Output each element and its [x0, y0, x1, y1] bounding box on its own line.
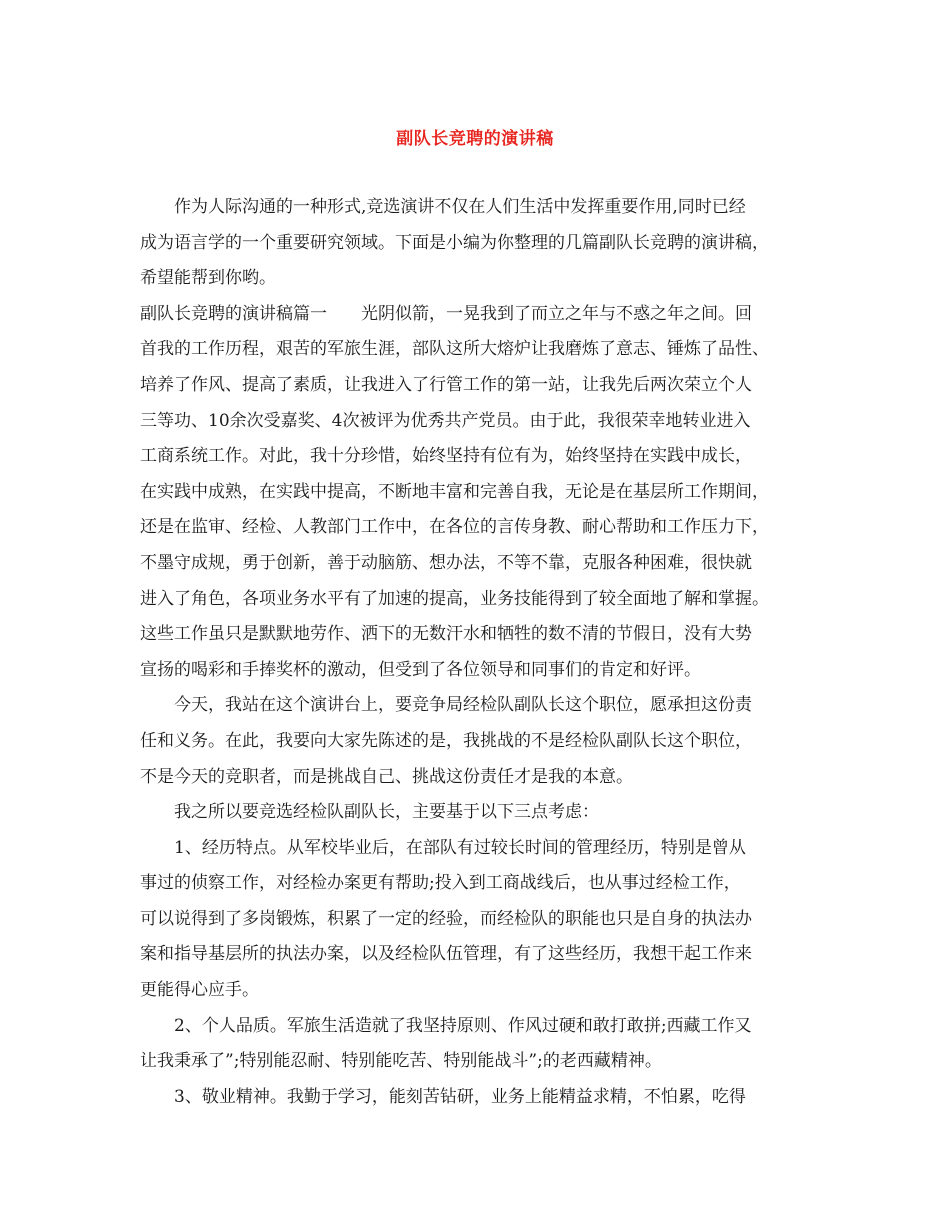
body-line: 不是今天的竞职者，而是挑战自己、挑战这份责任才是我的本意。: [140, 766, 633, 787]
body-line: 更能得心应手。: [140, 980, 259, 1001]
body-line: 可以说得到了多岗锻炼，积累了一定的经验，而经检队的职能也只是自身的执法办: [140, 908, 752, 929]
document-body: [140, 190, 825, 1115]
body-line: 三等功、10余次受嘉奖、4次被评为优秀共产党员。由于此，我很荣幸地转业进入: [140, 410, 751, 431]
body-line: 让我秉承了”;特别能忍耐、特别能吃苦、特别能战斗”;的老西藏精神。: [140, 1051, 662, 1072]
body-line: 培养了作风、提高了素质，让我进入了行管工作的第一站，让我先后两次荣立个人: [140, 374, 752, 395]
body-line: 工商系统工作。对此，我十分珍惜，始终坚持有位有为，始终坚持在实践中成长，: [140, 446, 752, 467]
body-line: 案和指导基层所的执法办案，以及经检队伍管理，有了这些经历，我想干起工作来: [140, 944, 752, 965]
body-line: 副队长竞聘的演讲稿篇一 光阴似箭，一晃我到了而立之年与不惑之年之间。回: [140, 303, 752, 324]
body-line: 3、敬业精神。我勤于学习，能刻苦钻研，业务上能精益求精，不怕累，吃得: [174, 1086, 746, 1107]
body-line: 还是在监审、经检、人教部门工作中，在各位的言传身教、耐心帮助和工作压力下，: [140, 517, 769, 538]
body-line: 2、个人品质。军旅生活造就了我坚持原则、作风过硬和敢打敢拼;西藏工作又: [174, 1015, 752, 1036]
body-line: 不墨守成规，勇于创新，善于动脑筋、想办法，不等不靠，克服各种困难，很快就: [140, 552, 752, 573]
body-line: 我之所以要竞选经检队副队长，主要基于以下三点考虑：: [174, 802, 599, 823]
body-line: 事过的侦察工作，对经检办案更有帮助;投入到工商战线后，也从事过经检工作，: [140, 873, 741, 894]
body-line: 今天，我站在这个演讲台上，要竞争局经检队副队长这个职位，愿承担这份责: [174, 695, 752, 716]
body-line: 进入了角色，各项业务水平有了加速的提高，业务技能得到了较全面地了解和掌握。: [140, 588, 769, 609]
document-title: 副队长竞聘的演讲稿: [396, 129, 554, 149]
body-line: 首我的工作历程，艰苦的军旅生涯，部队这所大熔炉让我磨炼了意志、锤炼了品性、: [140, 339, 769, 360]
body-line: 1、经历特点。从军校毕业后，在部队有过较长时间的管理经历，特别是曾从: [174, 837, 746, 858]
body-line: 任和义务。在此，我要向大家先陈述的是，我挑战的不是经检队副队长这个职位，: [140, 730, 752, 751]
body-line: 希望能帮到你哟。: [140, 268, 276, 289]
body-line: 作为人际沟通的一种形式,竞选演讲不仅在人们生活中发挥重要作用,同时已经: [174, 197, 746, 217]
body-line: 这些工作虽只是默默地劳作、洒下的无数汗水和牺牲的数不清的节假日，没有大势: [140, 624, 752, 645]
body-line: 成为语言学的一个重要研究领域。下面是小编为你整理的几篇副队长竞聘的演讲稿，: [140, 232, 769, 253]
body-line: 宣扬的喝彩和手捧奖杯的激动，但受到了各位领导和同事们的肯定和好评。: [140, 659, 701, 680]
body-line: 在实践中成熟，在实践中提高，不断地丰富和完善自我，无论是在基层所工作期间，: [140, 481, 769, 502]
